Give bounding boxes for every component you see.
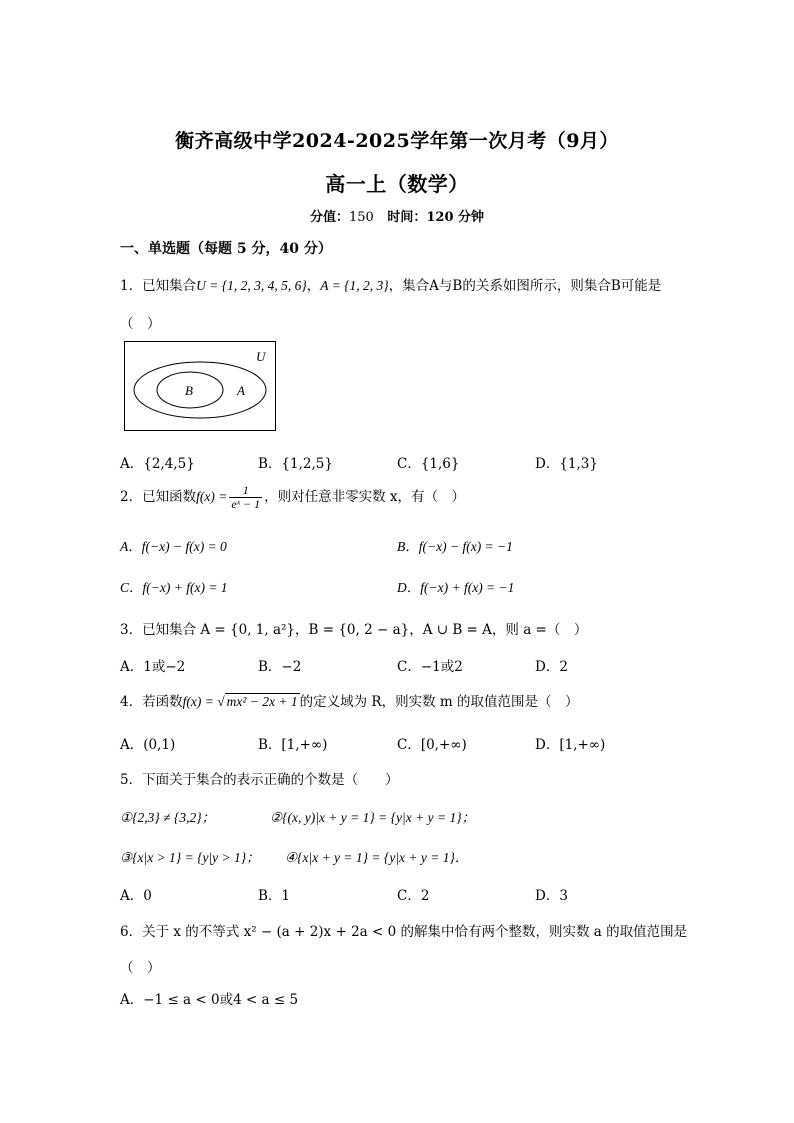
question-6: 6．关于 x 的不等式 x² − (a + 2)x + 2a < 0 的解集中恰有两个整数，则实数 a 的取值范围是 xyxy=(120,924,688,940)
q2-option-a[interactable]: A．f(−x) − f(x) = 0 xyxy=(120,539,227,554)
q2-denominator: eˣ − 1 xyxy=(231,497,261,511)
q1-option-d[interactable]: D．{1,3} xyxy=(535,456,598,472)
q1-option-a[interactable]: A．{2,4,5} xyxy=(120,456,195,472)
score-value: 150 xyxy=(348,210,374,225)
q1-answer-paren: （ ） xyxy=(120,316,161,332)
q4-option-b[interactable]: B．[1,+∞) xyxy=(258,737,328,753)
q6-answer-paren: （ ） xyxy=(120,960,161,976)
time-label: 时间：120 分钟 xyxy=(387,210,485,225)
q2-option-c[interactable]: C．f(−x) + f(x) = 1 xyxy=(120,580,228,595)
q2-option-d[interactable]: D．f(−x) + f(x) = −1 xyxy=(397,580,515,595)
q5-option-b[interactable]: B．1 xyxy=(258,888,291,904)
q1-separator: ， xyxy=(306,278,321,294)
q5-option-c[interactable]: C．2 xyxy=(397,888,430,904)
venn-universe-rect xyxy=(125,342,276,431)
q3-option-d[interactable]: D．2 xyxy=(535,659,568,675)
q4-text: 的定义域为 R，则实数 m 的取值范围是（ ） xyxy=(299,694,579,710)
q5-option-a[interactable]: A．0 xyxy=(120,888,152,904)
venn-diagram xyxy=(124,341,276,431)
q5-statement-1: ①{2,3} ≠ {3,2}； xyxy=(120,810,216,825)
q1-option-c[interactable]: C．{1,6} xyxy=(397,456,460,472)
q5-statement-4: ④{x|x + y = 1} = {y|x + y = 1}． xyxy=(285,850,469,865)
q1-universal-set: U = {1, 2, 3, 4, 5, 6} xyxy=(196,278,307,293)
q2-fraction xyxy=(229,484,262,511)
q4-option-a[interactable]: A．(0,1) xyxy=(120,737,176,753)
q5-statement-3: ③{x|x > 1} = {y|y > 1}； xyxy=(120,850,260,865)
section-title: 一、单选题（每题 5 分，40 分） xyxy=(120,241,332,257)
q2-prefix: 2．已知函数 xyxy=(120,489,197,505)
q4-option-d[interactable]: D．[1,+∞) xyxy=(535,737,606,753)
score-label: 分值： xyxy=(309,210,349,225)
q2-function: f(x) = xyxy=(196,489,228,504)
venn-set-a-ellipse xyxy=(134,362,266,418)
q5-statement-2: ②{(x, y)|x + y = 1} = {y|x + y = 1}； xyxy=(270,810,476,825)
venn-label-a: A xyxy=(237,383,245,398)
exam-subtitle: 高一上（数学） xyxy=(325,172,469,196)
question-5: 5．下面关于集合的表示正确的个数是（ ） xyxy=(120,772,399,788)
question-4 xyxy=(120,690,578,710)
question-1 xyxy=(120,274,661,294)
q4-prefix: 4．若函数 xyxy=(120,694,183,710)
q4-function: f(x) = √ xyxy=(182,694,225,709)
q4-option-c[interactable]: C．[0,+∞) xyxy=(397,737,467,753)
question-3: 3．已知集合 A = {0, 1, a²}，B = {0, 2 − a}，A ∪ B = A，则 a =（ ） xyxy=(120,622,588,638)
q6-option-a[interactable]: A．−1 ≤ a < 0或4 < a ≤ 5 xyxy=(120,992,299,1008)
q4-radicand: mx² − 2x + 1 xyxy=(226,694,298,709)
q3-option-a[interactable]: A．1或−2 xyxy=(120,659,186,675)
question-2 xyxy=(120,484,465,511)
q2-numerator: 1 xyxy=(229,484,262,498)
q2-text: ，则对任意非零实数 x，有（ ） xyxy=(264,489,466,505)
venn-label-b: B xyxy=(185,383,193,398)
q3-option-b[interactable]: B．−2 xyxy=(258,659,302,675)
q2-option-b[interactable]: B．f(−x) − f(x) = −1 xyxy=(397,539,513,554)
q1-prefix: 1．已知集合 xyxy=(120,278,197,294)
q1-option-b[interactable]: B．{1,2,5} xyxy=(258,456,333,472)
venn-label-u: U xyxy=(256,349,266,364)
exam-title: 衡齐高级中学2024-2025学年第一次月考（9月） xyxy=(175,130,619,152)
q1-text: ，集合A与B的关系如图所示，则集合B可能是 xyxy=(388,278,662,294)
q3-option-c[interactable]: C．−1或2 xyxy=(397,659,463,675)
q1-set-a: A = {1, 2, 3} xyxy=(320,278,389,293)
q5-option-d[interactable]: D．3 xyxy=(535,888,568,904)
exam-meta xyxy=(0,206,794,225)
